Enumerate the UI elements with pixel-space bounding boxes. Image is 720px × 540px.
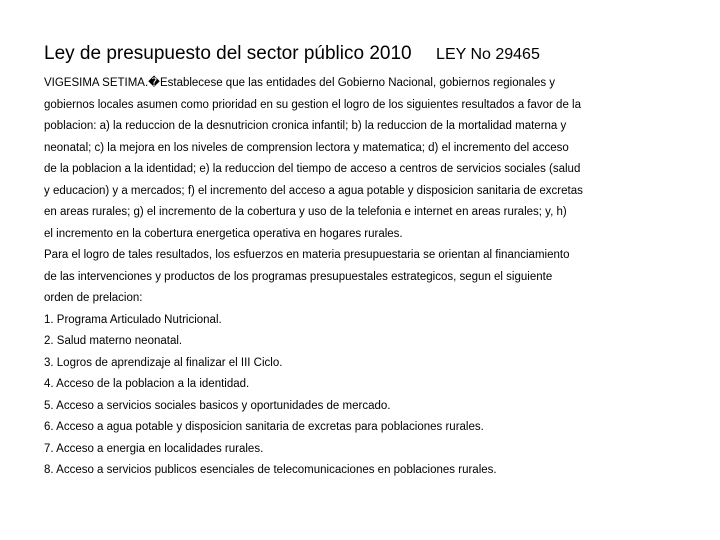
paragraph-line: de las intervenciones y productos de los programas presupuestales estrategicos, segun el siguiente: [44, 270, 553, 283]
body-text: [44, 73, 674, 482]
paragraph-line: en areas rurales; g) el incremento de la cobertura y uso de la telefonia e internet en areas rurales; y, h): [44, 206, 567, 218]
priority-list-item: 7. Acceso a energia en localidades rurales.: [44, 442, 264, 455]
priority-list-item: 8. Acceso a servicios publicos esenciales de telecomunicaciones en poblaciones rurales.: [44, 464, 497, 476]
paragraph-line: el incremento en la cobertura energetica operativa en hogares rurales.: [44, 227, 403, 240]
priority-list-item: 5. Acceso a servicios sociales basicos y oportunidades de mercado.: [44, 399, 391, 412]
priority-list-item: 3. Logros de aprendizaje al finalizar el III Ciclo.: [44, 356, 283, 369]
paragraph-line: neonatal; c) la mejora en los niveles de comprension lectora y matematica; d) el incremento del acceso: [44, 141, 569, 154]
priority-list-item: 1. Programa Articulado Nutricional.: [44, 313, 222, 326]
law-number: LEY No 29465: [436, 46, 540, 63]
paragraph-line: VIGESIMA SETIMA.�Establecese que las entidades del Gobierno Nacional, gobiernos regionales y: [44, 77, 556, 89]
priority-list-item: 6. Acceso a agua potable y disposicion sanitaria de excretas para poblaciones rurales.: [44, 421, 484, 433]
paragraph-line: gobiernos locales asumen como prioridad en su gestion el logro de los siguientes resultados a favor de la: [44, 98, 581, 111]
priority-list-item: 4. Acceso de la poblacion a la identidad.: [44, 378, 250, 390]
paragraph-line: Para el logro de tales resultados, los esfuerzos en materia presupuestaria se orientan al financiamiento: [44, 249, 570, 261]
paragraph-line: orden de prelacion:: [44, 292, 143, 304]
title-row: [44, 42, 704, 66]
paragraph-line: y educacion) y a mercados; f) el incremento del acceso a agua potable y disposicion sanitaria de excretas: [44, 184, 583, 197]
priority-list-item: 2. Salud materno neonatal.: [44, 335, 183, 347]
paragraph-line: poblacion: a) la reduccion de la desnutricion cronica infantil; b) la reduccion de la mortalidad materna y: [44, 120, 567, 132]
paragraph-line: de la poblacion a la identidad; e) la reduccion del tiempo de acceso a centros de servicios sociales (salud: [44, 163, 581, 175]
page-title: Ley de presupuesto del sector público 2010: [44, 43, 412, 64]
